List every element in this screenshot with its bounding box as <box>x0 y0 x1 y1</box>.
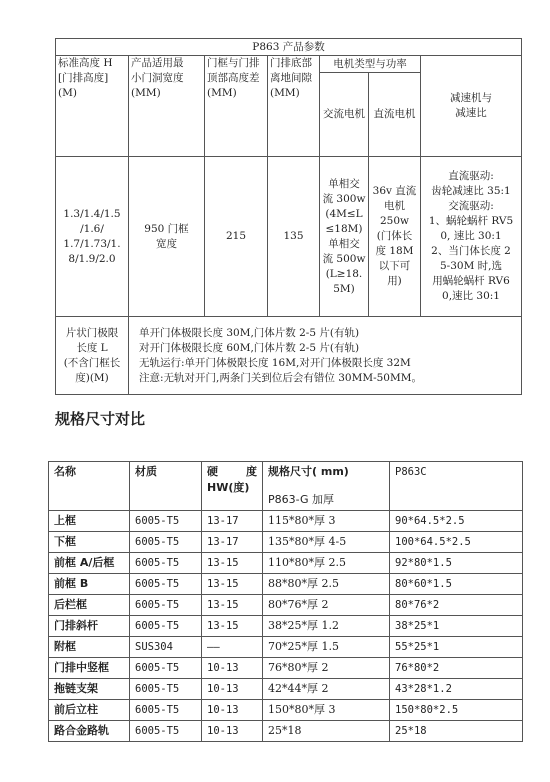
limit-length-label: 片状门极限 长度 L (不含门框长 度)(M) <box>56 317 129 395</box>
cell-material: 6005-T5 <box>130 553 202 574</box>
cell-name: 附框 <box>49 637 130 658</box>
cell-name: 前框 B <box>49 574 130 595</box>
cell-name: 后栏框 <box>49 595 130 616</box>
cell-material: 6005-T5 <box>130 700 202 721</box>
header-p863c: P863C <box>390 462 523 511</box>
spec-table-body <box>49 511 523 742</box>
cell-material: 6005-T5 <box>130 679 202 700</box>
section-heading: 规格尺寸对比 <box>55 410 146 428</box>
header-motor: 电机类型与功率 <box>320 56 421 73</box>
limit-length-notes <box>129 317 522 395</box>
cell-p863c: 150*80*2.5 <box>390 700 523 721</box>
header-size-sub: P863-G 加厚 <box>268 493 335 506</box>
table-row <box>49 700 523 721</box>
cell-name: 前框 A/后框 <box>49 553 130 574</box>
cell-hardness: 13-15 <box>202 616 263 637</box>
table-row <box>49 574 523 595</box>
cell-hardness: 10-13 <box>202 700 263 721</box>
cell-hardness: 10-13 <box>202 721 263 742</box>
header-std-height: 标准高度 H [门排高度] (M) <box>56 56 129 157</box>
header-hardness <box>202 462 263 511</box>
cell-hardness: —— <box>202 637 263 658</box>
cell-size: 42*44*厚 2 <box>263 679 390 700</box>
cell-p863c: 90*64.5*2.5 <box>390 511 523 532</box>
cell-hardness: 13-17 <box>202 532 263 553</box>
cell-hardness: 13-15 <box>202 553 263 574</box>
limit-line: 注意:无轨对开门,两条门关到位后会有错位 30MM-50MM。 <box>139 371 422 384</box>
cell-material: SUS304 <box>130 637 202 658</box>
header-ac-motor: 交流电机 <box>320 73 369 157</box>
cell-material: 6005-T5 <box>130 721 202 742</box>
header-size-label: 规格尺寸( mm) <box>268 465 349 478</box>
header-reducer: 减速机与 减速比 <box>421 56 522 157</box>
limit-line: 对开门体极限长度 60M,门体片数 2-5 片(有轨) <box>139 341 360 354</box>
cell-p863c: 80*76*2 <box>390 595 523 616</box>
cell-name: 路合金路轨 <box>49 721 130 742</box>
table-row <box>49 721 523 742</box>
cell-p863c: 43*28*1.2 <box>390 679 523 700</box>
cell-material: 6005-T5 <box>130 532 202 553</box>
table-row <box>49 532 523 553</box>
cell-height-diff: 215 <box>205 157 268 317</box>
cell-reducer: 直流驱动: 齿轮减速比 35:1 交流驱动: 1、蜗轮蜗杆 RV5 0, 速比 30:1 2、当门体长度 2 5-30M 时,选 用蜗轮蜗杆 RV6 0,速比 30:1 <box>421 157 522 317</box>
cell-door-width: 950 门框 宽度 <box>129 157 205 317</box>
cell-p863c: 38*25*1 <box>390 616 523 637</box>
cell-hardness: 13-17 <box>202 511 263 532</box>
cell-hardness: 13-15 <box>202 595 263 616</box>
header-size <box>263 462 390 511</box>
table-row <box>49 511 523 532</box>
cell-size: 25*18 <box>263 721 390 742</box>
cell-material: 6005-T5 <box>130 511 202 532</box>
cell-name: 门排中竖框 <box>49 658 130 679</box>
header-dc-motor: 直流电机 <box>369 73 421 157</box>
header-name: 名称 <box>49 462 130 511</box>
cell-size: 135*80*厚 4-5 <box>263 532 390 553</box>
header-hardness-char: 硬 <box>207 465 218 478</box>
cell-material: 6005-T5 <box>130 616 202 637</box>
cell-material: 6005-T5 <box>130 658 202 679</box>
table-row <box>49 616 523 637</box>
cell-size: 88*80*厚 2.5 <box>263 574 390 595</box>
cell-size: 80*76*厚 2 <box>263 595 390 616</box>
cell-material: 6005-T5 <box>130 574 202 595</box>
table-row <box>49 595 523 616</box>
header-clearance: 门排底部 离地间隙 (MM) <box>268 56 320 157</box>
cell-p863c: 80*60*1.5 <box>390 574 523 595</box>
product-table-title: P863 产品参数 <box>56 39 522 56</box>
header-material: 材质 <box>130 462 202 511</box>
cell-name: 上框 <box>49 511 130 532</box>
header-door-width: 产品适用最 小门洞宽度 (MM) <box>129 56 205 157</box>
cell-material: 6005-T5 <box>130 595 202 616</box>
table-row <box>49 553 523 574</box>
product-parameter-table <box>55 38 522 395</box>
header-hardness-unit: HW(度) <box>207 481 250 494</box>
cell-name: 前后立柱 <box>49 700 130 721</box>
cell-size: 110*80*厚 2.5 <box>263 553 390 574</box>
cell-hardness: 10-13 <box>202 658 263 679</box>
limit-line: 无轨运行:单开门体极限长度 16M,对开门体极限长度 32M <box>139 356 411 369</box>
cell-p863c: 55*25*1 <box>390 637 523 658</box>
header-hardness-char: 度 <box>246 465 257 478</box>
cell-hardness: 13-15 <box>202 574 263 595</box>
cell-p863c: 100*64.5*2.5 <box>390 532 523 553</box>
limit-line: 单开门体极限长度 30M,门体片数 2-5 片(有轨) <box>139 326 360 339</box>
cell-clearance: 135 <box>268 157 320 317</box>
cell-std-height: 1.3/1.4/1.5 /1.6/ 1.7/1.73/1. 8/1.9/2.0 <box>56 157 129 317</box>
cell-name: 门排斜杆 <box>49 616 130 637</box>
cell-ac-motor: 单相交 流 300w (4M≤L ≤18M) 单相交 流 500w (L≥18. 5M) <box>320 157 369 317</box>
table-row <box>49 637 523 658</box>
cell-p863c: 92*80*1.5 <box>390 553 523 574</box>
cell-size: 38*25*厚 1.2 <box>263 616 390 637</box>
cell-hardness: 10-13 <box>202 679 263 700</box>
cell-p863c: 76*80*2 <box>390 658 523 679</box>
table-row <box>49 679 523 700</box>
spec-comparison-table <box>48 461 523 742</box>
cell-size: 150*80*厚 3 <box>263 700 390 721</box>
cell-p863c: 25*18 <box>390 721 523 742</box>
header-height-diff: 门框与门排 顶部高度差 (MM) <box>205 56 268 157</box>
cell-name: 拖链支架 <box>49 679 130 700</box>
cell-name: 下框 <box>49 532 130 553</box>
cell-size: 70*25*厚 1.5 <box>263 637 390 658</box>
cell-size: 76*80*厚 2 <box>263 658 390 679</box>
table-row <box>49 658 523 679</box>
cell-dc-motor: 36v 直流 电机 250w (门体长 度 18M 以下可 用) <box>369 157 421 317</box>
cell-size: 115*80*厚 3 <box>263 511 390 532</box>
